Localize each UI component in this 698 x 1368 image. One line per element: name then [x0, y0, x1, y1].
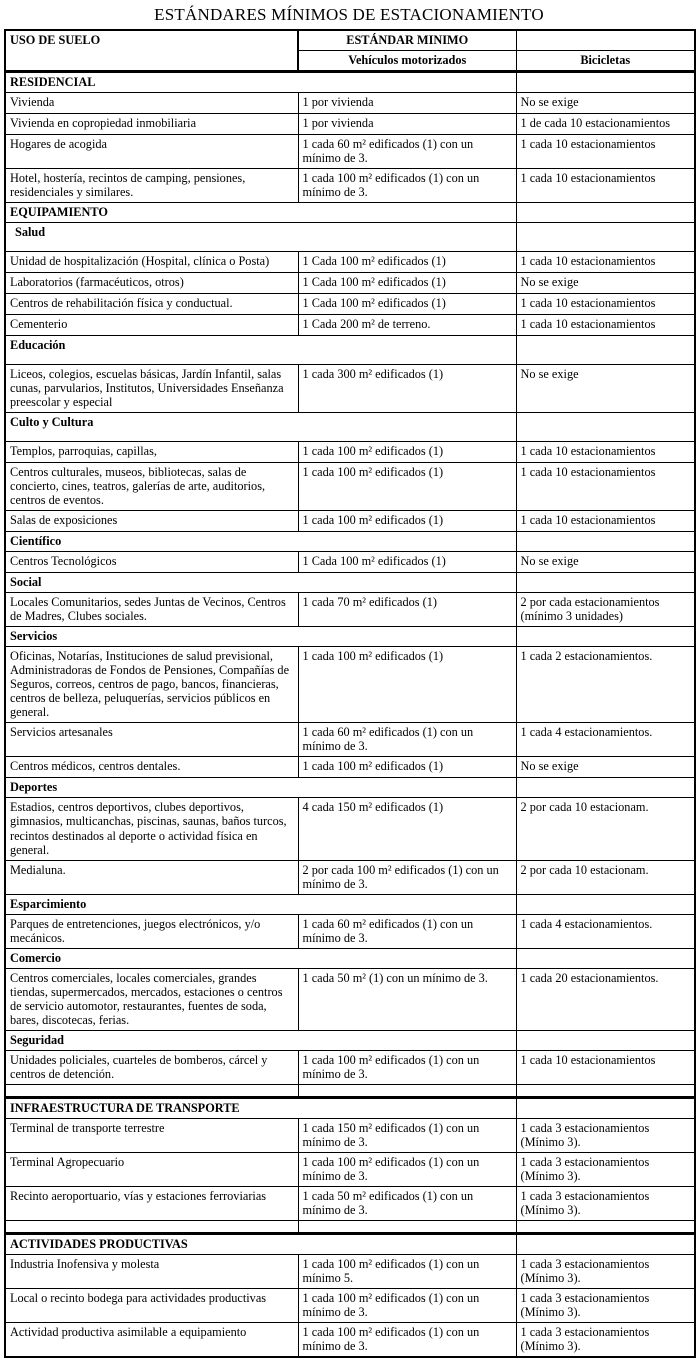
section-label: Culto y Cultura: [5, 413, 516, 442]
cell-uso-de-suelo: Hogares de acogida: [5, 135, 298, 169]
table-body: [5, 72, 695, 1357]
section-row: [5, 894, 695, 914]
empty-cell: [516, 1233, 695, 1254]
cell-uso-de-suelo: Estadios, centros deportivos, clubes deportivos, gimnasios, multicanchas, piscinas, saunas, baños turcos, recintos destinados al deporte o actividad física en general.: [5, 798, 298, 860]
table-row: [5, 463, 695, 511]
cell-vehiculos-motorizados: 1 cada 100 m² edificados (1) con un mínimo de 3.: [298, 1050, 516, 1084]
column-header-uso-de-suelo: USO DE SUELO: [5, 30, 298, 72]
section-row: [5, 948, 695, 968]
cell-uso-de-suelo: Centros médicos, centros dentales.: [5, 757, 298, 778]
cell-bicicletas: No se exige: [516, 93, 695, 114]
table-row: [5, 135, 695, 169]
empty-cell: [5, 1084, 298, 1097]
cell-vehiculos-motorizados: 1 cada 100 m² edificados (1): [298, 647, 516, 723]
section-label: Seguridad: [5, 1030, 516, 1050]
cell-uso-de-suelo: Actividad productiva asimilable a equipamiento: [5, 1322, 298, 1357]
empty-cell: [516, 948, 695, 968]
cell-uso-de-suelo: Centros de rehabilitación física y conductual.: [5, 294, 298, 315]
table-row: [5, 757, 695, 778]
cell-bicicletas: 2 por cada 10 estacionam.: [516, 860, 695, 894]
cell-uso-de-suelo: Terminal Agropecuario: [5, 1152, 298, 1186]
table-row: [5, 860, 695, 894]
cell-bicicletas: No se exige: [516, 273, 695, 294]
table-row: [5, 1322, 695, 1357]
section-row: [5, 203, 695, 223]
cell-bicicletas: 1 cada 10 estacionamientos: [516, 135, 695, 169]
cell-uso-de-suelo: Locales Comunitarios, sedes Juntas de Vecinos, Centros de Madres, Clubes sociales.: [5, 593, 298, 627]
cell-bicicletas: 1 cada 10 estacionamientos: [516, 169, 695, 203]
cell-vehiculos-motorizados: 1 cada 50 m² (1) con un mínimo de 3.: [298, 968, 516, 1030]
cell-vehiculos-motorizados: 1 cada 60 m² edificados (1) con un mínimo de 3.: [298, 135, 516, 169]
cell-bicicletas: 1 cada 10 estacionamientos: [516, 252, 695, 273]
section-label: Comercio: [5, 948, 516, 968]
table-row: [5, 798, 695, 860]
section-row: [5, 778, 695, 798]
cell-uso-de-suelo: Unidad de hospitalización (Hospital, clínica o Posta): [5, 252, 298, 273]
section-label: Deportes: [5, 778, 516, 798]
cell-vehiculos-motorizados: 1 cada 100 m² edificados (1): [298, 442, 516, 463]
section-label: Salud: [5, 223, 516, 252]
empty-cell: [516, 203, 695, 223]
empty-cell: [298, 1084, 516, 1097]
table-row: [5, 294, 695, 315]
section-row: [5, 1030, 695, 1050]
cell-bicicletas: 1 cada 3 estacionamientos (Mínimo 3).: [516, 1152, 695, 1186]
empty-cell: [516, 532, 695, 552]
cell-uso-de-suelo: Centros culturales, museos, bibliotecas, salas de concierto, cines, teatros, galerías de arte, auditorios, centros de eventos.: [5, 463, 298, 511]
header-row-group: [5, 30, 695, 51]
cell-uso-de-suelo: Terminal de transporte terrestre: [5, 1118, 298, 1152]
section-row: [5, 532, 695, 552]
cell-bicicletas: 1 cada 3 estacionamientos (Mínimo 3).: [516, 1288, 695, 1322]
cell-vehiculos-motorizados: 1 por vivienda: [298, 93, 516, 114]
section-row: [5, 336, 695, 365]
column-header-estandar-minimo: ESTÁNDAR MINIMO: [298, 30, 516, 51]
section-label: INFRAESTRUCTURA DE TRANSPORTE: [5, 1097, 516, 1118]
empty-cell: [516, 1097, 695, 1118]
empty-cell: [516, 1084, 695, 1097]
table-row: [5, 1152, 695, 1186]
empty-cell: [298, 1220, 516, 1233]
cell-vehiculos-motorizados: 1 cada 100 m² edificados (1) con un mínimo de 3.: [298, 1152, 516, 1186]
cell-vehiculos-motorizados: 1 cada 100 m² edificados (1): [298, 757, 516, 778]
cell-bicicletas: 1 cada 3 estacionamientos (Mínimo 3).: [516, 1254, 695, 1288]
column-header-bicicletas: Bicicletas: [516, 51, 695, 72]
empty-cell: [516, 1220, 695, 1233]
cell-vehiculos-motorizados: 1 por vivienda: [298, 114, 516, 135]
empty-cell: [516, 627, 695, 647]
cell-uso-de-suelo: Vivienda en copropiedad inmobiliaria: [5, 114, 298, 135]
cell-vehiculos-motorizados: 1 cada 100 m² edificados (1) con un mínimo 5.: [298, 1254, 516, 1288]
cell-vehiculos-motorizados: 1 cada 100 m² edificados (1) con un mínimo de 3.: [298, 1322, 516, 1357]
cell-uso-de-suelo: Centros comerciales, locales comerciales, grandes tiendas, supermercados, mercados, estaciones o centros de servicio automotor, restaurantes, fuentes de soda, bares, discotecas, ferias.: [5, 968, 298, 1030]
cell-bicicletas: 1 cada 3 estacionamientos (Mínimo 3).: [516, 1322, 695, 1357]
table-row: [5, 1288, 695, 1322]
section-row: [5, 413, 695, 442]
cell-vehiculos-motorizados: 1 Cada 100 m² edificados (1): [298, 552, 516, 573]
section-row: [5, 72, 695, 93]
cell-bicicletas: 2 por cada 10 estacionam.: [516, 798, 695, 860]
cell-uso-de-suelo: Medialuna.: [5, 860, 298, 894]
cell-vehiculos-motorizados: 1 cada 60 m² edificados (1) con un mínimo de 3.: [298, 723, 516, 757]
cell-vehiculos-motorizados: 1 Cada 100 m² edificados (1): [298, 273, 516, 294]
table-row: [5, 1050, 695, 1084]
cell-bicicletas: 1 cada 20 estacionamientos.: [516, 968, 695, 1030]
cell-vehiculos-motorizados: 1 cada 70 m² edificados (1): [298, 593, 516, 627]
cell-bicicletas: 1 cada 10 estacionamientos: [516, 315, 695, 336]
section-label: ACTIVIDADES PRODUCTIVAS: [5, 1233, 516, 1254]
empty-cell: [516, 573, 695, 593]
cell-vehiculos-motorizados: 1 cada 100 m² edificados (1): [298, 511, 516, 532]
cell-vehiculos-motorizados: 1 cada 100 m² edificados (1): [298, 463, 516, 511]
cell-uso-de-suelo: Oficinas, Notarías, Instituciones de salud previsional, Administradoras de Fondos de Pensiones, Compañías de Seguros, correos, centros de pago, bancos, financieras, centros de belleza, peluquerías, servicios públicos en general.: [5, 647, 298, 723]
cell-uso-de-suelo: Hotel, hostería, recintos de camping, pensiones, residenciales y similares.: [5, 169, 298, 203]
cell-vehiculos-motorizados: 2 por cada 100 m² edificados (1) con un mínimo de 3.: [298, 860, 516, 894]
table-row: [5, 93, 695, 114]
section-label: Servicios: [5, 627, 516, 647]
table-row: [5, 1118, 695, 1152]
cell-bicicletas: 1 cada 4 estacionamientos.: [516, 723, 695, 757]
table-row: [5, 593, 695, 627]
cell-uso-de-suelo: Recinto aeroportuario, vías y estaciones ferroviarias: [5, 1186, 298, 1220]
section-label: EQUIPAMIENTO: [5, 203, 516, 223]
cell-uso-de-suelo: Servicios artesanales: [5, 723, 298, 757]
table-row: [5, 442, 695, 463]
table-row: [5, 647, 695, 723]
table-header: [5, 30, 695, 72]
section-label: RESIDENCIAL: [5, 72, 516, 93]
empty-cell: [516, 894, 695, 914]
empty-cell: [516, 336, 695, 365]
empty-cell: [516, 223, 695, 252]
section-label: Social: [5, 573, 516, 593]
section-row: [5, 223, 695, 252]
table-row: [5, 552, 695, 573]
table-row: [5, 1254, 695, 1288]
section-label: Esparcimiento: [5, 894, 516, 914]
cell-bicicletas: 1 cada 10 estacionamientos: [516, 442, 695, 463]
empty-cell: [516, 1030, 695, 1050]
section-row: [5, 627, 695, 647]
table-row: [5, 252, 695, 273]
cell-bicicletas: 1 cada 4 estacionamientos.: [516, 914, 695, 948]
cell-vehiculos-motorizados: 1 cada 300 m² edificados (1): [298, 365, 516, 413]
cell-bicicletas: 1 cada 10 estacionamientos: [516, 463, 695, 511]
cell-uso-de-suelo: Parques de entretenciones, juegos electrónicos, y/o mecánicos.: [5, 914, 298, 948]
section-row: [5, 573, 695, 593]
spacer-row: [5, 1220, 695, 1233]
cell-bicicletas: 1 cada 10 estacionamientos: [516, 294, 695, 315]
cell-bicicletas: No se exige: [516, 552, 695, 573]
empty-cell: [5, 1220, 298, 1233]
empty-cell: [516, 778, 695, 798]
cell-uso-de-suelo: Centros Tecnológicos: [5, 552, 298, 573]
cell-vehiculos-motorizados: 1 cada 50 m² edificados (1) con un mínimo de 3.: [298, 1186, 516, 1220]
cell-bicicletas: 1 cada 2 estacionamientos.: [516, 647, 695, 723]
table-row: [5, 365, 695, 413]
header-empty-cell: [516, 30, 695, 51]
cell-uso-de-suelo: Salas de exposiciones: [5, 511, 298, 532]
table-row: [5, 169, 695, 203]
table-row: [5, 114, 695, 135]
table-row: [5, 273, 695, 294]
cell-vehiculos-motorizados: 4 cada 150 m² edificados (1): [298, 798, 516, 860]
cell-bicicletas: 1 cada 3 estacionamientos (Mínimo 3).: [516, 1186, 695, 1220]
empty-cell: [516, 413, 695, 442]
cell-vehiculos-motorizados: 1 cada 150 m² edificados (1) con un mínimo de 3.: [298, 1118, 516, 1152]
cell-bicicletas: No se exige: [516, 365, 695, 413]
cell-uso-de-suelo: Liceos, colegios, escuelas básicas, Jardín Infantil, salas cunas, parvularios, Institutos, Universidades Enseñanza preescolar y especial: [5, 365, 298, 413]
table-row: [5, 511, 695, 532]
cell-bicicletas: 2 por cada estacionamientos (mínimo 3 unidades): [516, 593, 695, 627]
cell-vehiculos-motorizados: 1 Cada 100 m² edificados (1): [298, 252, 516, 273]
table-row: [5, 315, 695, 336]
table-row: [5, 723, 695, 757]
parking-standards-table: [4, 29, 696, 1358]
cell-uso-de-suelo: Cementerio: [5, 315, 298, 336]
cell-bicicletas: 1 cada 3 estacionamientos (Mínimo 3).: [516, 1118, 695, 1152]
empty-cell: [516, 72, 695, 93]
cell-vehiculos-motorizados: 1 Cada 100 m² edificados (1): [298, 294, 516, 315]
cell-uso-de-suelo: Templos, parroquias, capillas,: [5, 442, 298, 463]
cell-uso-de-suelo: Unidades policiales, cuarteles de bomberos, cárcel y centros de detención.: [5, 1050, 298, 1084]
table-row: [5, 968, 695, 1030]
table-row: [5, 1186, 695, 1220]
cell-vehiculos-motorizados: 1 Cada 200 m² de terreno.: [298, 315, 516, 336]
cell-uso-de-suelo: Industria Inofensiva y molesta: [5, 1254, 298, 1288]
cell-bicicletas: 1 cada 10 estacionamientos: [516, 1050, 695, 1084]
section-row: [5, 1233, 695, 1254]
cell-uso-de-suelo: Vivienda: [5, 93, 298, 114]
spacer-row: [5, 1084, 695, 1097]
section-row: [5, 1097, 695, 1118]
cell-uso-de-suelo: Laboratorios (farmacéuticos, otros): [5, 273, 298, 294]
page-title: ESTÁNDARES MÍNIMOS DE ESTACIONAMIENTO: [154, 5, 544, 24]
cell-vehiculos-motorizados: 1 cada 60 m² edificados (1) con un mínimo de 3.: [298, 914, 516, 948]
table-row: [5, 914, 695, 948]
section-label: Científico: [5, 532, 516, 552]
cell-uso-de-suelo: Local o recinto bodega para actividades productivas: [5, 1288, 298, 1322]
cell-vehiculos-motorizados: 1 cada 100 m² edificados (1) con un mínimo de 3.: [298, 1288, 516, 1322]
section-label: Educación: [5, 336, 516, 365]
column-header-vehiculos-motorizados: Vehículos motorizados: [298, 51, 516, 72]
cell-bicicletas: No se exige: [516, 757, 695, 778]
cell-vehiculos-motorizados: 1 cada 100 m² edificados (1) con un mínimo de 3.: [298, 169, 516, 203]
cell-bicicletas: 1 de cada 10 estacionamientos: [516, 114, 695, 135]
cell-bicicletas: 1 cada 10 estacionamientos: [516, 511, 695, 532]
